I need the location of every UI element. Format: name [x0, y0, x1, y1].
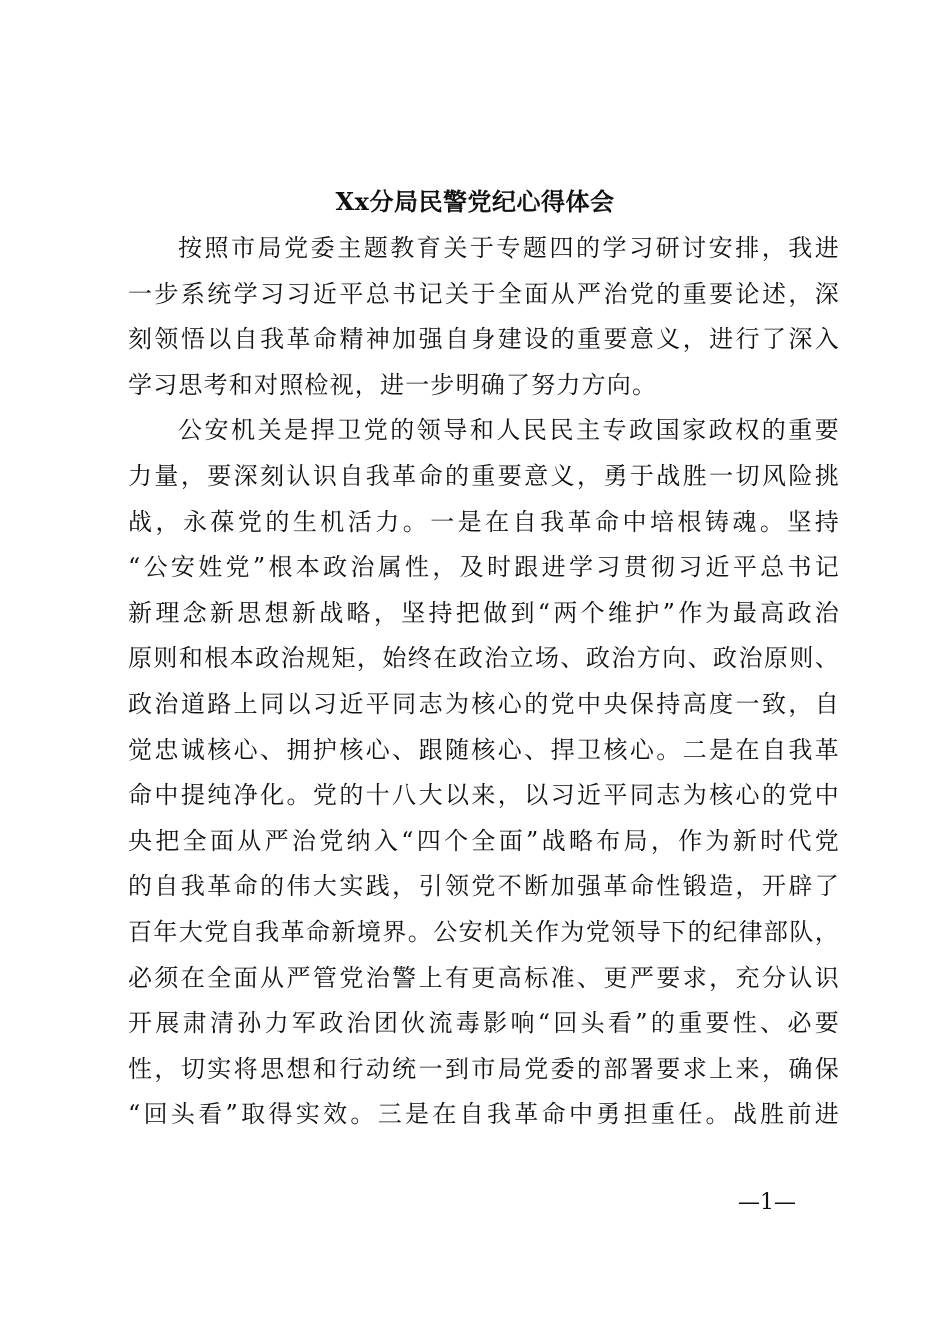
paragraph-line: 必须在全面从严管党治警上有更高标准、更严要求，充分认识 — [128, 963, 840, 992]
paragraph-line: 战，永葆党的生机活力。一是在自我革命中培根铸魂。坚持 — [128, 507, 840, 536]
paragraph-line: 命中提纯净化。党的十八大以来，以习近平同志为核心的党中 — [128, 781, 840, 810]
paragraph-line: 央把全面从严治党纳入“四个全面”战略布局，作为新时代党 — [128, 826, 840, 855]
paragraph-line: 原则和根本政治规矩，始终在政治立场、政治方向、政治原则、 — [128, 644, 840, 673]
paragraph-line: 按照市局党委主题教育关于专题四的学习研讨安排，我进 — [178, 234, 840, 262]
paragraph-line: 觉忠诚核心、拥护核心、跟随核心、捍卫核心。二是在自我革 — [128, 735, 840, 764]
paragraph-line: 新理念新思想新战略，坚持把做到“两个维护”作为最高政治 — [128, 598, 840, 627]
paragraph-line: 百年大党自我革命新境界。公安机关作为党领导下的纪律部队， — [128, 917, 840, 946]
paragraph-line: 政治道路上同以习近平同志为核心的党中央保持高度一致，自 — [128, 689, 840, 718]
document-body — [128, 226, 840, 1138]
page-number: —1— — [738, 1190, 796, 1215]
paragraph-line: 一步系统学习习近平总书记关于全面从严治党的重要论述，深 — [128, 279, 840, 308]
document-title: Xx分局民警党纪心得体会 — [335, 187, 615, 216]
paragraph-line: 刻领悟以自我革命精神加强自身建设的重要意义，进行了深入 — [128, 325, 840, 354]
paragraph-line: 公安机关是捍卫党的领导和人民民主专政国家政权的重要 — [178, 416, 840, 445]
paragraph-line: 性，切实将思想和行动统一到市局党委的部署要求上来，确保 — [128, 1054, 840, 1083]
paragraph-line: “回头看”取得实效。三是在自我革命中勇担重任。战胜前进 — [128, 1100, 840, 1129]
paragraph-line: 的自我革命的伟大实践，引领党不断加强革命性锻造，开辟了 — [128, 872, 840, 901]
paragraph-line: “公安姓党”根本政治属性，及时跟进学习贯彻习近平总书记 — [128, 553, 840, 582]
paragraph-line: 学习思考和对照检视，进一步明确了努力方向。 — [128, 370, 658, 399]
paragraph-line: 力量，要深刻认识自我革命的重要意义，勇于战胜一切风险挑 — [128, 461, 840, 490]
paragraph-line: 开展肃清孙力军政治团伙流毒影响“回头看”的重要性、必要 — [128, 1009, 840, 1038]
